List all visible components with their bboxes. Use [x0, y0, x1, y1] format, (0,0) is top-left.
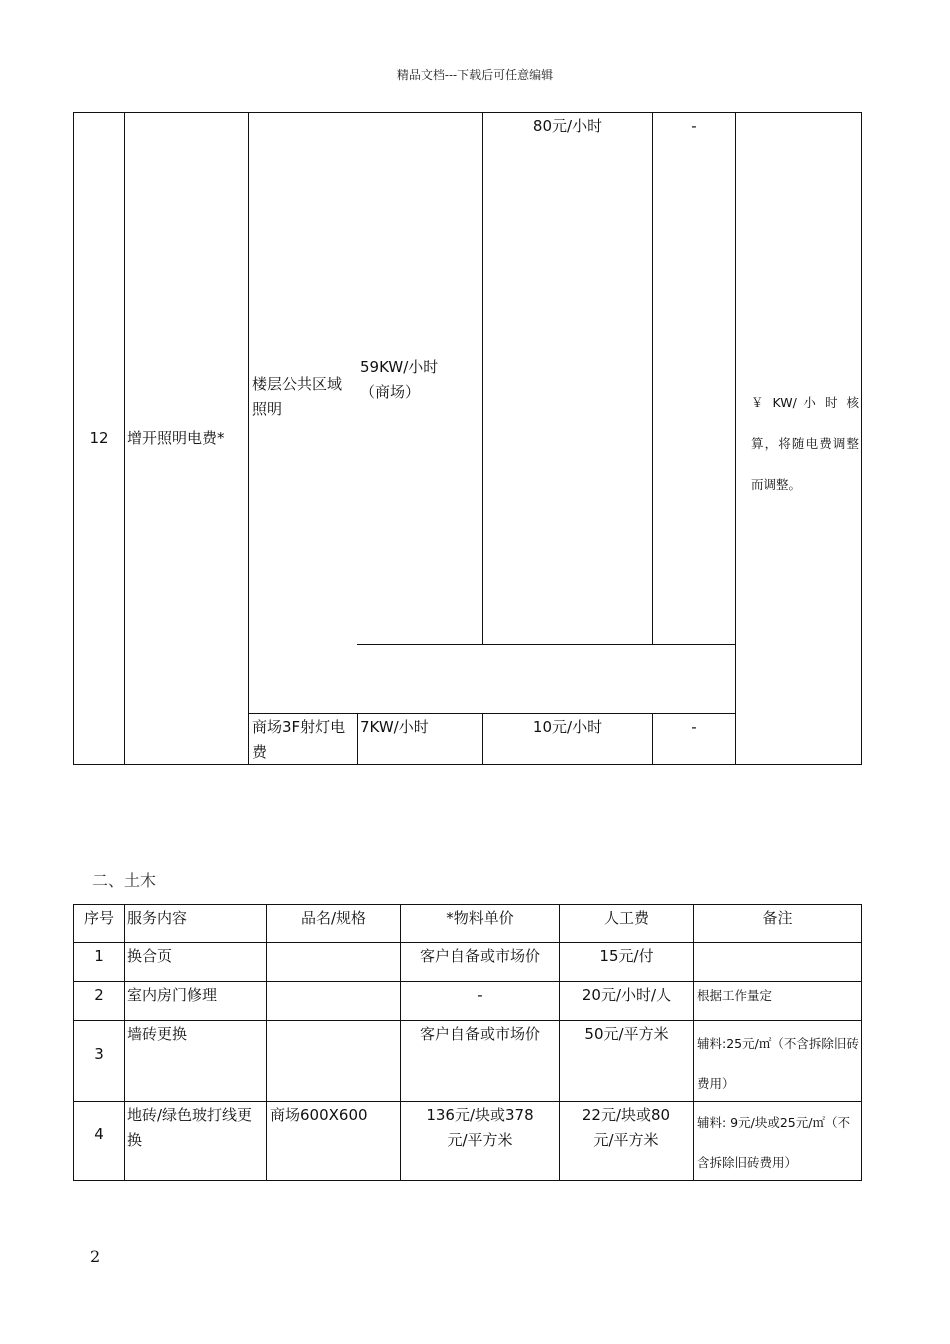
- table-cell: 根据工作量定: [697, 988, 773, 1003]
- table-divider: [693, 904, 694, 1181]
- table-cell: 4: [94, 1125, 104, 1143]
- table-border: [861, 112, 862, 765]
- table-cell: 墙砖更换: [127, 1025, 188, 1043]
- table-divider: [124, 904, 125, 1181]
- table-cell: 1: [94, 947, 104, 965]
- section-title: 二、土木: [92, 871, 157, 890]
- table-cell: 地砖/绿色玻打线更换: [127, 1106, 253, 1149]
- table-cell: -: [477, 986, 483, 1004]
- row-number: 12: [89, 429, 109, 447]
- table-divider: [735, 112, 736, 765]
- column-header: 服务内容: [127, 909, 188, 927]
- table-cell: 50元/平方米: [584, 1025, 669, 1043]
- sub-item-name: 商场3F射灯电费: [252, 718, 346, 761]
- table-divider: [73, 981, 862, 982]
- sub-item-price: 80元/小时: [532, 117, 603, 135]
- table-cell: 辅料: 9元/块或25元/㎡（不含拆除旧砖费用）: [697, 1115, 850, 1170]
- service-name: 增开照明电费*: [127, 429, 225, 447]
- column-header: 序号: [83, 909, 114, 927]
- sub-item-price: 10元/小时: [532, 718, 603, 736]
- sub-item-spec: 59KW/小时（商场）: [360, 358, 439, 401]
- column-header: 品名/规格: [300, 909, 367, 927]
- sub-item-labor: -: [691, 718, 697, 736]
- table-cell: 22元/块或80元/平方米: [581, 1106, 671, 1149]
- page-header: 精品文档---下载后可任意编辑: [396, 68, 554, 82]
- table-border: [73, 764, 862, 765]
- note-text: ￥ KW/ 小 时 核算，将随电费调整而调整。: [751, 395, 859, 492]
- column-header: *物料单价: [446, 909, 514, 927]
- column-header: 备注: [762, 909, 793, 927]
- table-border: [73, 112, 862, 113]
- column-header: 人工费: [603, 909, 649, 927]
- table-divider: [248, 112, 249, 765]
- page-number: 2: [90, 1247, 101, 1266]
- table-cell: 室内房门修理: [127, 986, 218, 1004]
- table-cell: 辅料:25元/㎡（不含拆除旧砖费用）: [697, 1036, 859, 1091]
- table-cell: 20元/小时/人: [581, 986, 672, 1004]
- table-cell: 客户自备或市场价: [419, 1025, 540, 1043]
- table-divider: [73, 1020, 862, 1021]
- table-cell: 136元/块或378元/平方米: [426, 1106, 534, 1149]
- table-cell: 商场600X600: [270, 1106, 368, 1124]
- sub-item-spec: 7KW/小时: [360, 718, 429, 736]
- sub-item-name: 楼层公共区域照明: [252, 375, 343, 418]
- table-divider: [482, 112, 483, 645]
- table-cell: 3: [94, 1045, 104, 1063]
- sub-item-labor: -: [691, 117, 697, 135]
- table-cell: 换合页: [127, 947, 173, 965]
- table-divider: [652, 112, 653, 645]
- table-divider: [357, 644, 735, 645]
- table-cell: 2: [94, 986, 104, 1004]
- table-divider: [266, 904, 267, 1181]
- table-cell: 15元/付: [599, 947, 654, 965]
- table-divider: [357, 713, 358, 765]
- table-divider: [124, 112, 125, 765]
- table-cell: 客户自备或市场价: [419, 947, 540, 965]
- table-divider: [73, 942, 862, 943]
- table-border: [73, 904, 862, 905]
- table-border: [861, 904, 862, 1181]
- table-divider: [248, 713, 736, 714]
